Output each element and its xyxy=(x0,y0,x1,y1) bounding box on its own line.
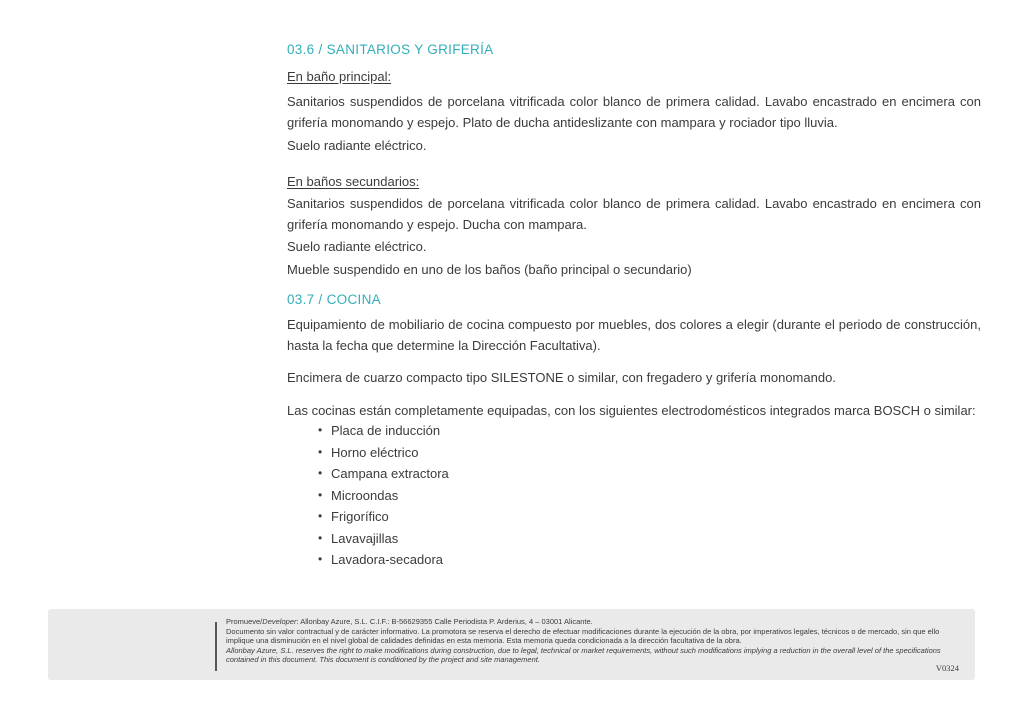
list-item-appliance xyxy=(287,528,981,550)
appliance-label: Frigorífico xyxy=(331,509,389,524)
document-content xyxy=(287,36,981,571)
bullet-icon: • xyxy=(318,423,323,437)
list-item-appliance xyxy=(287,463,981,485)
subheading-banos-secundarios: En baños secundarios: xyxy=(287,174,420,189)
promueve-label: Promueve/ xyxy=(226,617,263,626)
appliance-label: Horno eléctrico xyxy=(331,444,419,460)
paragraph-equipamiento-cocina: Equipamiento de mobiliario de cocina compuesto por muebles, dos colores a elegir (durante el periodo de construcción, hasta la fecha que determine la Dirección Facultativa). xyxy=(287,317,981,353)
appliance-label: Campana extractora xyxy=(331,466,449,481)
bullet-icon: • xyxy=(318,487,323,502)
list-item-appliance xyxy=(287,506,981,528)
appliance-list xyxy=(287,420,981,571)
legal-footer xyxy=(48,609,975,680)
list-item-appliance xyxy=(287,549,981,571)
bullet-icon: • xyxy=(318,552,323,566)
appliance-label: Microondas xyxy=(331,487,399,503)
version-code: V0324 xyxy=(935,663,959,673)
paragraph-suelo-radiante-principal: Suelo radiante eléctrico. xyxy=(287,138,427,153)
disclaimer-spanish: Documento sin valor contractual y de carácter informativo. La promotora se reserva el derecho de efectuar modificaciones durante la ejecución de la obra, por imperativos legales, técnicos o de mercado, sin que ello implique una disminución en el nivel global de calidades definidas en esta memoria. Esta memoria queda condicionada a la dirección facultativa de la obra. xyxy=(226,626,940,645)
bullet-icon: • xyxy=(318,530,323,545)
disclaimer-english: Allonbay Azure, S.L. reserves the right to make modifications during construction, due to legal, technical or market requirements, without such modifications implying a reduction in the overall level of the specifications contained in this document. This document is conditioned by the project and site management. xyxy=(226,645,941,664)
footer-text-block xyxy=(226,617,958,665)
list-item-appliance xyxy=(287,485,981,507)
paragraph-banos-secundarios: Sanitarios suspendidos de porcelana vitrificada color blanco de primera calidad. Lavabo encastrado en encimera con grifería monomando y espejo. Ducha con mampara. xyxy=(287,196,981,232)
paragraph-suelo-radiante-secundario: Suelo radiante eléctrico. xyxy=(287,239,427,254)
section-heading-sanitarios: 03.6 / SANITARIOS Y GRIFERÍA xyxy=(287,42,494,57)
bullet-icon: • xyxy=(318,466,323,480)
paragraph-electrodomesticos-intro: Las cocinas están completamente equipadas, con los siguientes electrodomésticos integrados marca BOSCH o similar: xyxy=(287,403,976,418)
paragraph-encimera: Encimera de cuarzo compacto tipo SILESTONE o similar, con fregadero y grifería monomando. xyxy=(287,370,836,385)
list-item-appliance xyxy=(287,420,981,442)
developer-label: Developer xyxy=(262,617,297,626)
appliance-label: Placa de inducción xyxy=(331,423,441,438)
bullet-icon: • xyxy=(318,509,323,523)
footer-divider xyxy=(215,622,217,671)
developer-address: : Allonbay Azure, S.L. C.I.F.: B-56629355 Calle Periodista P. Arderius, 4 – 03001 Alicante. xyxy=(296,617,593,626)
list-item-appliance xyxy=(287,442,981,464)
developer-line xyxy=(226,617,958,627)
paragraph-bano-principal: Sanitarios suspendidos de porcelana vitrificada color blanco de primera calidad. Lavabo encastrado en encimera con grifería monomando y espejo. Plato de ducha antideslizante con mampara y rociador tipo lluvia. xyxy=(287,94,981,130)
appliance-label: Lavavajillas xyxy=(331,530,399,546)
section-heading-cocina: 03.7 / COCINA xyxy=(287,292,381,307)
paragraph-mueble-suspendido: Mueble suspendido en uno de los baños (baño principal o secundario) xyxy=(287,262,692,277)
bullet-icon: • xyxy=(318,444,323,459)
appliance-label: Lavadora-secadora xyxy=(331,552,444,567)
subheading-bano-principal: En baño principal: xyxy=(287,69,392,84)
